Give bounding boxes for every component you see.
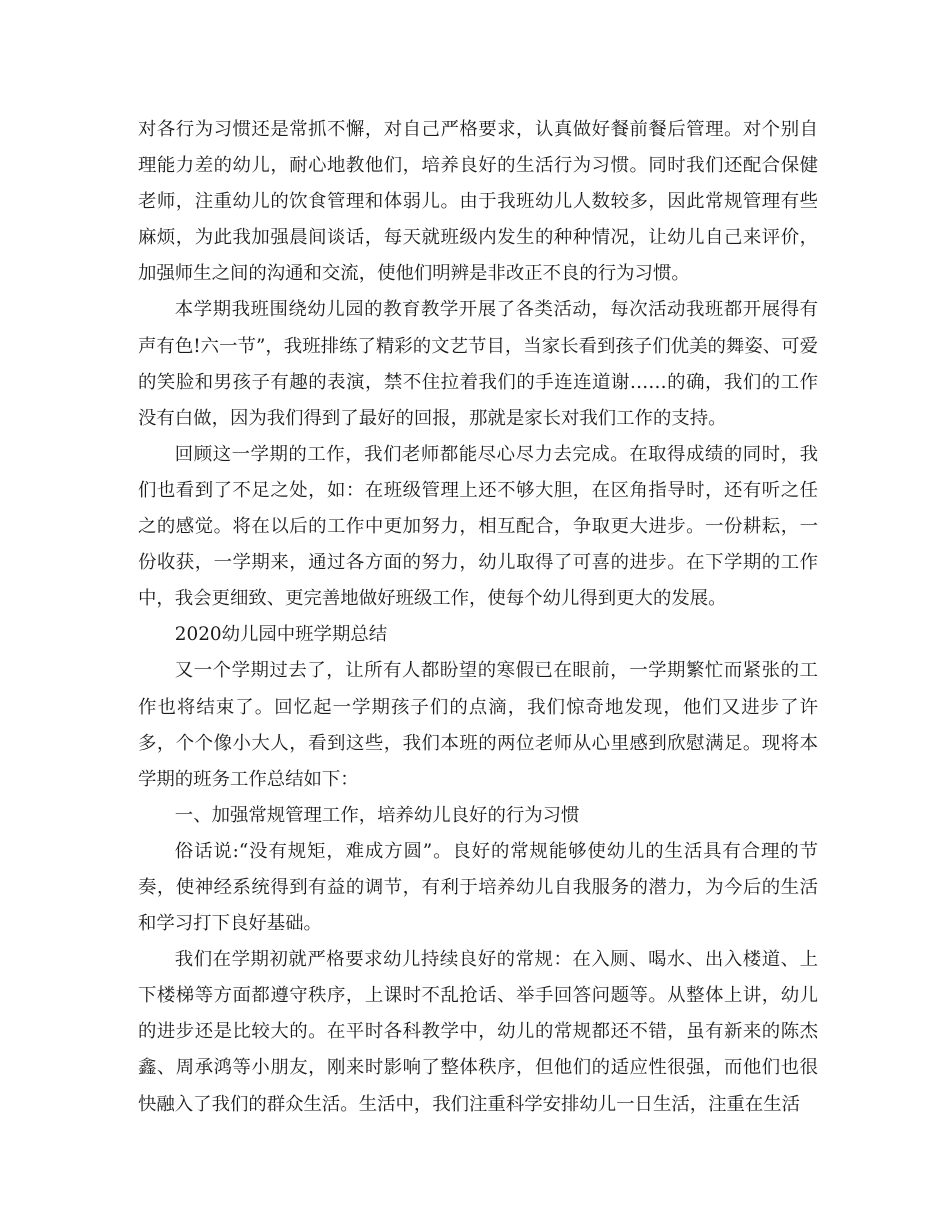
paragraph: 我们在学期初就严格要求幼儿持续良好的常规：在入厕、喝水、出入楼道、上下楼梯等方面都遵守秩序，上课时不乱抢话、举手回答问题等。从整体上讲，幼儿的进步还是比较大的。在平时各科教学中，幼儿的常规都还不错，虽有新来的陈杰鑫、周承鸿等小朋友，刚来时影响了整体秩序，但他们的适应性很强，而他们也很快融入了我们的群众生活。生活中，我们注重科学安排幼儿一日生活，注重在生活: [138, 949, 818, 1115]
subsection-heading: 一、加强常规管理工作，培养幼儿良好的行为习惯: [174, 804, 580, 826]
paragraph-continued: 对各行为习惯还是常抓不懈，对自己严格要求，认真做好餐前餐后管理。对个别自理能力差的幼儿，耐心地教他们，培养良好的生活行为习惯。同时我们还配合保健老师，注重幼儿的饮食管理和体弱儿。由于我班幼儿人数较多，因此常规管理有些麻烦，为此我加强晨间谈话，每天就班级内发生的种种情况，让幼儿自己来评价，加强师生之间的沟通和交流，使他们明辨是非改正不良的行为习惯。: [138, 119, 818, 285]
document-body: [138, 112, 818, 1123]
paragraph: 又一个学期过去了，让所有人都盼望的寒假已在眼前，一学期繁忙而紧张的工作也将结束了。回忆起一学期孩子们的点滴，我们惊奇地发现，他们又进步了许多，个个像小大人，看到这些，我们本班的两位老师从心里感到欣慰满足。现将本学期的班务工作总结如下：: [138, 660, 818, 790]
section-title: 2020幼儿园中班学期总结: [174, 624, 388, 646]
paragraph: 回顾这一学期的工作，我们老师都能尽心尽力去完成。在取得成绩的同时，我们也看到了不足之处，如：在班级管理上还不够大胆，在区角指导时，还有听之任之的感觉。将在以后的工作中更加努力，相互配合，争取更大进步。一份耕耘，一份收获，一学期来，通过各方面的努力，幼儿取得了可喜的进步。在下学期的工作中，我会更细致、更完善地做好班级工作，使每个幼儿得到更大的发展。: [138, 443, 818, 610]
paragraph: 本学期我班围绕幼儿园的教育教学开展了各类活动，每次活动我班都开展得有声有色!六一节”，我班排练了精彩的文艺节目，当家长看到孩子们优美的舞姿、可爱的笑脸和男孩子有趣的表演，禁不住拉着我们的手连连道谢……的确，我们的工作没有白做，因为我们得到了最好的回报，那就是家长对我们工作的支持。: [138, 299, 818, 429]
paragraph: 俗话说:“没有规矩，难成方圆”。良好的常规能够使幼儿的生活具有合理的节奏，使神经系统得到有益的调节，有利于培养幼儿自我服务的潜力，为今后的生活和学习打下良好基础。: [138, 840, 818, 935]
